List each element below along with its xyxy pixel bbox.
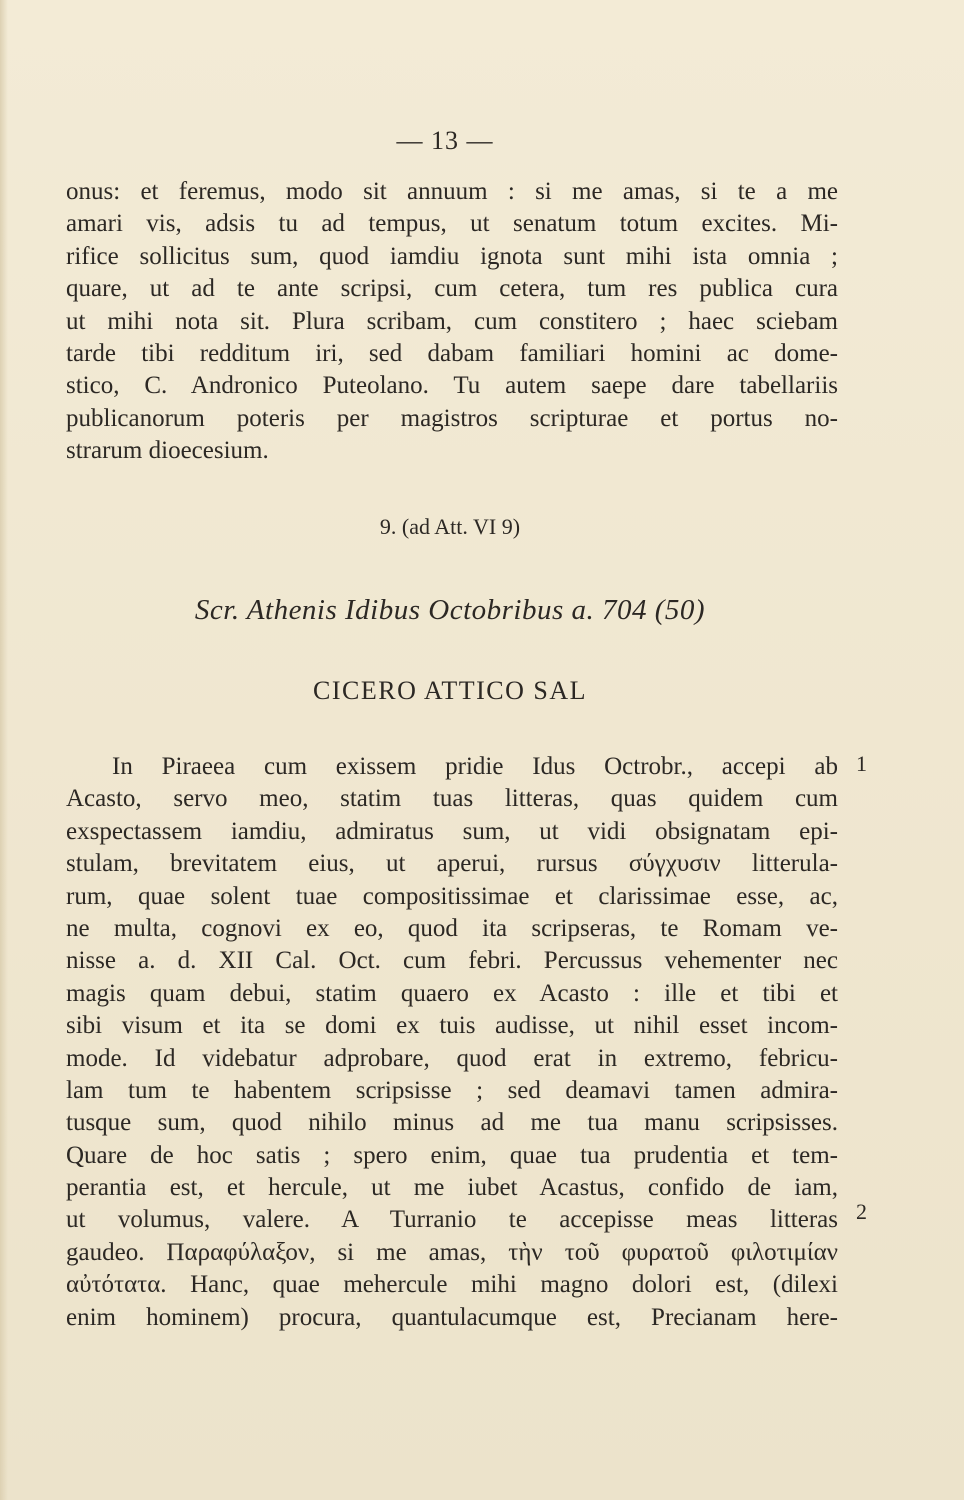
salutation: CICERO ATTICO SAL [313, 676, 587, 705]
text-line: enim hominem) procura, quantulacumque est, Precianam here- [66, 1303, 838, 1331]
text-line: strarum dioecesium. [66, 437, 269, 465]
text-line: quare, ut ad te ante scripsi, cum cetera, tum res publica cura [66, 275, 838, 303]
text-line: ne multa, cognovi ex eo, quod ita scripseras, te Romam ve- [66, 914, 838, 942]
text-line: onus: et feremus, modo sit annuum : si me amas, si te a me [66, 178, 838, 205]
text-line: mode. Id videbatur adprobare, quod erat in extremo, febricu- [66, 1044, 838, 1072]
text-line: amari vis, adsis tu ad tempus, ut senatum totum excites. Mi- [66, 210, 838, 238]
letter-number: 9. (ad Att. VI 9) [379, 514, 521, 539]
text-line: publicanorum poteris per magistros scripturae et portus no- [66, 404, 838, 432]
text-line: Quare de hoc satis ; spero enim, quae tua prudentia et tem- [66, 1141, 838, 1169]
text-line: rifice sollicitus sum, quod iamdiu ignota sunt mihi ista omnia ; [66, 242, 838, 270]
text-line: lam tum te habentem scripsisse ; sed deamavi tamen admira- [66, 1076, 838, 1104]
text-line: tarde tibi redditum iri, sed dabam familiari homini ac dome- [66, 339, 838, 367]
paragraph-number: 1 [856, 751, 867, 776]
page-edge-shadow [0, 0, 8, 1500]
text-line: stico, C. Andronico Puteolano. Tu autem saepe dare tabellariis [66, 372, 838, 400]
text-line: rum, quae solent tuae compositissimae et clarissimae esse, ac, [66, 882, 838, 910]
text-line: gaudeo. Παραφύλαξον, si me amas, τὴν τοῦ φυρατοῦ φιλοτιμίαν [66, 1238, 838, 1266]
letter-body [66, 751, 838, 1334]
text-line: In Piraeea cum exissem pridie Idus Octrobr., accepi ab [112, 753, 838, 780]
text-line: magis quam debui, statim quaero ex Acasto : ille et tibi et [66, 979, 838, 1007]
text-line: nisse a. d. XII Cal. Oct. cum febri. Percussus vehementer nec [66, 947, 838, 975]
text-line: ut mihi nota sit. Plura scribam, cum constitero ; haec sciebam [66, 307, 838, 335]
text-line: tusque sum, quod nihilo minus ad me tua manu scripsisses. [66, 1109, 838, 1137]
page-number: — 13 — [396, 126, 494, 155]
text-line: ut volumus, valere. A Turranio te accepisse meas litteras [66, 1206, 838, 1234]
text-line: Acasto, servo meo, statim tuas litteras, quas quidem cum [66, 785, 838, 813]
text-line: sibi visum et ita se domi ex tuis audisse, ut nihil esset incom- [66, 1012, 838, 1040]
text-line: stulam, brevitatem eius, ut aperui, rursus σύγχυσιν litterula- [66, 850, 838, 878]
paragraph-number: 2 [856, 1199, 867, 1224]
text-line: exspectassem iamdiu, admiratus sum, ut vidi obsignatam epi- [66, 817, 838, 845]
continued-text [66, 176, 838, 468]
letter-heading: Scr. Athenis Idibus Octobribus a. 704 (50) [194, 594, 706, 626]
text-line: perantia est, et hercule, ut me iubet Acastus, confido de iam, [66, 1174, 838, 1202]
text-line: αὐτότατα. Hanc, quae mehercule mihi magno dolori est, (dilexi [66, 1271, 838, 1299]
